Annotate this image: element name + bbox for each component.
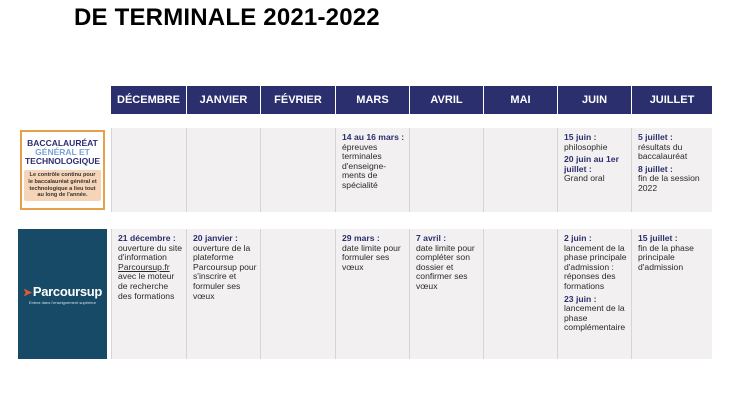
bac-cell-juin bbox=[557, 128, 631, 212]
event-text: avec le moteur de recherche des formations bbox=[118, 271, 175, 301]
event-date: 15 juillet : bbox=[638, 233, 678, 243]
event-text: lancement de la phase principale d'admission : réponses des formations bbox=[564, 242, 627, 291]
ps-cell-juillet bbox=[631, 229, 712, 359]
parcoursup-logo-text: Parcoursup bbox=[32, 283, 103, 299]
event-date: 14 au 16 mars : bbox=[342, 132, 405, 142]
event-text: lancement de la phase complémentaire bbox=[564, 303, 626, 333]
ps-cell-juin bbox=[557, 229, 631, 359]
bac-label-card bbox=[20, 130, 105, 210]
bac-title-line1: BACCALAURÉAT bbox=[27, 138, 98, 149]
month-header-janvier: JANVIER bbox=[186, 86, 260, 114]
ps-cell-avril bbox=[409, 229, 483, 359]
event-date: 23 juin : bbox=[564, 293, 597, 304]
event-text: ouverture du site d'information bbox=[118, 242, 183, 263]
event-text: fin de la phase principale d'admission bbox=[638, 242, 694, 272]
bac-cell-fevrier bbox=[260, 128, 335, 212]
event-text: date limite pour formuler ses vœux bbox=[342, 242, 401, 272]
parcoursup-logo bbox=[23, 284, 102, 299]
event-date: 20 janvier : bbox=[193, 233, 238, 243]
bac-title-line3: TECHNOLOGIQUE bbox=[24, 156, 101, 167]
event-date: 2 juin : bbox=[564, 233, 592, 243]
event-text: ouverture de la plateforme Parcoursup pour s'inscrire et formuler ses vœux bbox=[193, 242, 257, 301]
bac-cell-janvier bbox=[186, 128, 260, 212]
ps-cell-janvier bbox=[186, 229, 260, 359]
month-header-juin: JUIN bbox=[557, 86, 631, 114]
parcoursup-tagline: Entrez dans l'enseignement supérieur bbox=[28, 299, 97, 305]
month-header-mars: MARS bbox=[335, 86, 409, 114]
bac-cell-juillet bbox=[631, 128, 712, 212]
ps-cell-decembre bbox=[111, 229, 186, 359]
event-text: philosophie bbox=[564, 141, 608, 152]
bac-cell-mai bbox=[483, 128, 557, 212]
bac-title-line2: GÉNÉRAL ET bbox=[35, 147, 90, 158]
calendar-table bbox=[18, 86, 712, 359]
page-title: DE TERMINALE 2021-2022 bbox=[74, 4, 380, 31]
event-date: 15 juin : bbox=[564, 132, 597, 142]
event-text: Grand oral bbox=[564, 173, 605, 184]
parcoursup-label-card bbox=[18, 229, 107, 359]
ps-cell-mai bbox=[483, 229, 557, 359]
month-header-decembre: DÉCEMBRE bbox=[111, 86, 186, 114]
bac-note: Le contrôle continu pour le baccalauréat général et technologique a lieu tout au long de l'année. bbox=[24, 170, 101, 200]
row-spacer bbox=[18, 114, 712, 128]
event-date: 21 décembre : bbox=[118, 233, 176, 243]
event-date: 8 juillet : bbox=[638, 163, 673, 174]
event-date: 20 juin au 1er juillet : bbox=[564, 154, 619, 174]
event-text: résultats du baccalauréat bbox=[638, 141, 688, 162]
event-date: 5 juillet : bbox=[638, 132, 673, 142]
bac-cell-decembre bbox=[111, 128, 186, 212]
header-corner bbox=[18, 86, 111, 114]
ps-cell-mars bbox=[335, 229, 409, 359]
month-header-avril: AVRIL bbox=[409, 86, 483, 114]
event-text: date limite pour compléter son dossier et confirmer ses vœux bbox=[416, 242, 475, 291]
month-header-juillet: JUILLET bbox=[631, 86, 712, 114]
event-text: fin de la session 2022 bbox=[638, 173, 700, 193]
parcoursup-link[interactable]: Parcoursup.fr bbox=[118, 261, 170, 272]
event-date: 7 avril : bbox=[416, 233, 447, 243]
bac-cell-mars bbox=[335, 128, 409, 212]
event-text: épreuves terminales d'enseigne-ments de spécialité bbox=[342, 141, 387, 190]
row-spacer bbox=[18, 212, 712, 229]
month-header-mai: MAI bbox=[483, 86, 557, 114]
parcoursup-arrow-icon: ➤ bbox=[22, 286, 32, 299]
month-header-fevrier: FÉVRIER bbox=[260, 86, 335, 114]
bac-cell-avril bbox=[409, 128, 483, 212]
ps-cell-fevrier bbox=[260, 229, 335, 359]
event-date: 29 mars : bbox=[342, 233, 380, 243]
